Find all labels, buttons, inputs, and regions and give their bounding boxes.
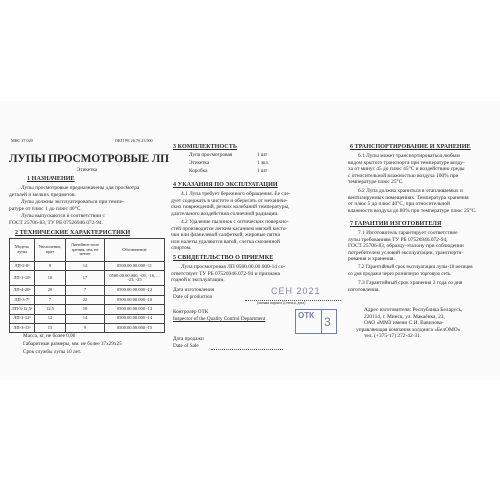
table-cell: 22 <box>66 295 105 304</box>
column-2 <box>171 101 343 380</box>
product-label-card <box>0 101 500 380</box>
table-row <box>10 295 165 304</box>
section-6-paragraph-1 <box>348 153 494 186</box>
text-line: чки или фланелевой салфеткой, жировые пятна <box>171 232 280 239</box>
page-title: ЛУПЫ ПРОСМОТРОВЫЕ ЛП <box>9 153 169 165</box>
text-line: 4.2 Удаление пылинок с оптических поверхно- <box>181 219 289 225</box>
text-line: потребителем условий эксплуатации, транспорти- <box>348 249 464 256</box>
table-cell: 17 <box>66 271 105 286</box>
controller-label: Контролер ОТК <box>173 309 209 315</box>
text-line: 7.1 Изготовитель гарантирует соответствие <box>358 230 458 236</box>
section-3-heading: 3 КОМПЛЕКТНОСТЬ <box>173 144 237 150</box>
section-1-paragraph-2 <box>9 199 165 212</box>
table-cell: 8 <box>35 262 66 271</box>
date-stamp: СЕН 2021 <box>271 286 321 296</box>
table-cell: ЛП-4-20ˣ <box>10 286 35 295</box>
text-line: Лупа просмотровая ЛП 0500.00.00.000-14 со- <box>181 264 286 270</box>
table-cell: 0500.00.00.000 -12 <box>105 286 165 295</box>
text-line: 7.2 Гарантийный срок эксплуатации лупы-18 месяцев <box>358 265 473 270</box>
kit-item: Этикетка <box>189 160 210 166</box>
text-line: ратуре от плюс 1 до плюс 40°С. <box>9 205 82 212</box>
kit-quantity: 1 шт <box>257 152 268 158</box>
table-row <box>10 314 165 323</box>
section-7-heading: 7 ГАРАНТИИ ИЗГОТОВИТЕЛЯ <box>350 221 442 227</box>
table-row <box>10 323 165 332</box>
date-of-sale-line <box>211 349 283 350</box>
inspector-label: Inspector of the Quality Control Department <box>173 316 266 322</box>
table-cell: 12 <box>35 314 66 323</box>
date-of-production-label: Date of production <box>173 294 213 300</box>
section-5-heading: 5 СВИДЕТЕЛЬСТВО О ПРИЕМКЕ <box>173 255 274 261</box>
text-line: со дня продажи через розничную торговую сеть. <box>348 271 452 277</box>
text-line: ответствует ТУ РБ 07526946.072-94 и признана <box>171 270 280 277</box>
text-line: дует содержать в чистоте и оберегать от механиче- <box>171 197 288 204</box>
table-cell: 20 <box>35 286 66 295</box>
address-line: тел. (+375-17) 272-42-31. <box>364 333 422 340</box>
table-header-row <box>10 239 165 262</box>
section-2-heading: 2 ТЕХНИЧЕСКИЕ ХАРАКТЕРИСТИКИ <box>15 230 131 236</box>
kit-item: Лупа просмотровая <box>189 152 233 158</box>
table-cell: ЛП-3-12,5ˣ <box>10 305 35 314</box>
kit-quantity: 1 экз. <box>257 160 269 166</box>
text-line: Лупы просмотровые предназначены для просмотра <box>21 185 140 191</box>
table-cell: 15 <box>35 323 66 332</box>
classification-code-right: ОКП РБ 26.70.23.900 <box>115 138 153 143</box>
text-line: рования и хранения. <box>348 256 395 263</box>
mass-text: Масса, кг, не более 0,06 <box>23 333 76 339</box>
date-of-sale-label-en: Date of Sale <box>173 343 199 349</box>
table-row <box>10 305 165 314</box>
text-line: или налеты удаляются ватой, слегка смоченной <box>171 238 280 245</box>
text-line: ГОСТ 25706-83, ТУ РБ 07526946.072-94. <box>9 219 103 226</box>
text-line: 4.1 Лупа требует бережного обращения. Ее сле- <box>181 191 291 197</box>
manufacturer-address <box>356 307 494 340</box>
text-line: от плюс 5 до плюс 40°С, при относительной <box>348 201 450 208</box>
date-of-manufacture-label: Дата изготовления <box>173 287 214 293</box>
table-cell: 7 <box>35 295 66 304</box>
text-line: влажности воздуха до 80% при температуре плюс 25°С. <box>348 207 477 214</box>
service-life-text: Срок службы лупы 10 лет. <box>23 349 82 355</box>
column-3 <box>348 101 494 380</box>
table-cell: ЛП-3-10ˣ <box>10 271 35 286</box>
table-row <box>10 271 165 286</box>
table-cell: 12,5 <box>35 305 66 314</box>
text-line: длительного воздействия солнечной радиации. <box>171 210 279 217</box>
text-line: годной к эксплуатации. <box>171 277 225 284</box>
section-1-heading: 1 НАЗНАЧЕНИЕ <box>27 176 75 182</box>
text-line: деталей и мелких предметов. <box>9 191 76 198</box>
address-line: ОАО «ММЗ имени С.И. Вавилова- <box>364 320 444 327</box>
text-line: ха от минус 45 до плюс 45°С и воздействию среды <box>348 166 465 173</box>
kit-item: Коробка <box>189 168 208 174</box>
text-line: вентилируемых помещениях. Температура хранения <box>348 194 469 201</box>
table-cell: ЛП-3-7ˣ <box>10 295 35 304</box>
table-cell: ЛП-3-12ˣ <box>10 314 35 323</box>
text-line: изготовления. <box>348 286 380 293</box>
table-cell: 0500.00.00.000 -13 <box>105 305 165 314</box>
section-5-paragraph <box>171 264 343 284</box>
classification-code-left: МКС 37.020 <box>11 138 33 143</box>
section-7-paragraph-1 <box>348 230 494 263</box>
table-header-cell: Обозначение <box>105 239 165 262</box>
text-line: лупы требованиям ТУ РБ 07526946.072-94, <box>348 236 448 243</box>
table-cell: 0500.00.00.000 -15 <box>105 323 165 332</box>
address-line: управляющая компания холдинга «БелОМО» <box>356 326 461 333</box>
stamp-text: ОТК <box>298 311 314 320</box>
text-line: видом крытого транспорта при температуре возду- <box>348 159 465 166</box>
table-cell: 7 <box>66 286 105 295</box>
table-cell: 14 <box>66 262 105 271</box>
text-line: ских повреждений, резких колебаний температуры, <box>171 204 290 211</box>
section-4-heading: 4 УКАЗАНИЯ ПО ЭКСПЛУАТАЦИИ <box>173 182 278 188</box>
table-cell: 10 <box>35 271 66 286</box>
signature-hint: (личная подпись) (оттиск, дата) <box>257 301 306 305</box>
text-line: стей производится легким касанием мягкой кисто- <box>171 225 288 232</box>
table-cell: 9 <box>66 323 105 332</box>
spec-table <box>9 238 165 333</box>
table-cell: ЛП-3-15ˣ <box>10 323 35 332</box>
section-1-paragraph-1 <box>9 185 165 198</box>
table-cell: 0500.00.00.000, -09, -16, ... -23, -25 <box>105 271 165 286</box>
text-line: с относительной влажностью воздуха 100% при <box>348 172 459 179</box>
section-7-paragraph-3 <box>348 280 494 293</box>
table-cell: 0500.00.00.000 -11 <box>105 262 165 271</box>
table-cell: 14 <box>66 314 105 323</box>
text-line: температуре плюс 25°С. <box>348 179 404 186</box>
address-line: 220114, г. Минск, ул. Макаёнка, 23, <box>364 313 445 320</box>
table-header-cell: Увеличение, крат <box>35 239 66 262</box>
text-line: Лупы выпускаются в соответствии с <box>21 213 105 219</box>
table-cell: ЛП-2-8ˣ <box>10 262 35 271</box>
section-4-paragraph-1 <box>171 191 343 217</box>
text-line: 6.2 Лупа должна храниться в отапливаемых и <box>358 188 463 194</box>
table-row <box>10 286 165 295</box>
table-row <box>10 262 165 271</box>
page-subtitle: Этикетка <box>76 167 98 173</box>
section-6-heading: 6 ТРАНСПОРТИРОВАНИЕ И ХРАНЕНИЕ <box>350 144 471 150</box>
section-7-paragraph-2 <box>348 265 494 278</box>
section-1-paragraph-3 <box>9 213 165 226</box>
table-header-cell: Линейное поле зрения, мм, не менее <box>66 239 105 262</box>
text-line: ГОСТ 25706-83, образцу-эталону при соблюдении <box>348 243 464 250</box>
text-line: 6.1 Лупы может транспортироваться любым <box>358 153 460 159</box>
table-cell: 0500.00.00.000 -14 <box>105 314 165 323</box>
table-cell: 10 <box>66 305 105 314</box>
text-line: спиртом. <box>171 245 192 252</box>
text-line: Лупы должны эксплуатироваться при темпе- <box>21 199 124 205</box>
dimensions-text: Габаритные размеры, мм. не более 37x29x25 <box>23 341 122 347</box>
text-line: 7.3 Гарантийный срок хранения 3 года со дня <box>358 280 463 286</box>
section-4-paragraph-2 <box>171 219 343 252</box>
stamp-divider <box>321 310 322 333</box>
date-of-sale-label: Дата продажи <box>173 336 204 342</box>
otk-stamp <box>295 309 337 334</box>
stamp-number: 3 <box>324 315 331 329</box>
column-1 <box>9 101 169 380</box>
address-line: Адрес изготовителя: Республика Беларусь, <box>364 307 463 313</box>
kit-quantity: 1 шт <box>257 168 268 174</box>
section-6-paragraph-2 <box>348 188 494 214</box>
table-cell: 0500.00.00.000 -10 <box>105 295 165 304</box>
table-header-cell: Модель лупы <box>10 239 35 262</box>
